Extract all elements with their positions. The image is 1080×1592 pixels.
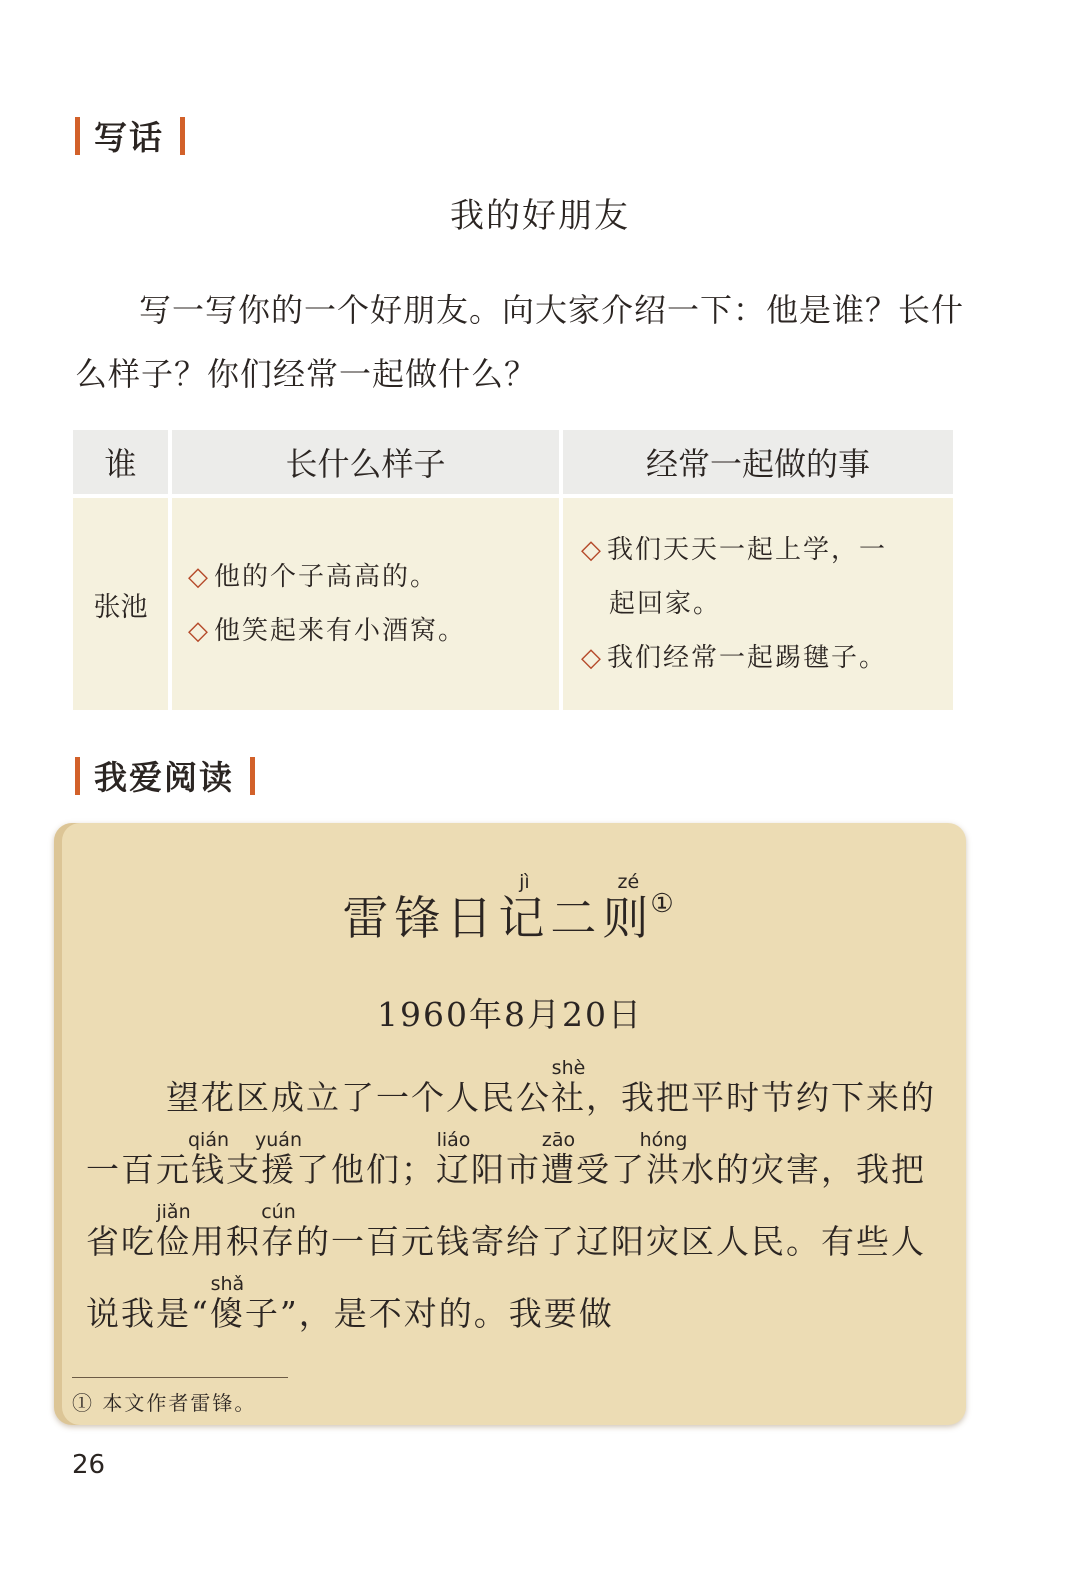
- table-cell-looks: [172, 498, 559, 710]
- ruby-char: 钱qián: [187, 1129, 230, 1189]
- section-header-reading: [75, 752, 255, 799]
- table-cell-name: [73, 498, 168, 710]
- table-header-activities: 经常一起做的事: [563, 430, 953, 494]
- section-header-writing: [75, 112, 185, 159]
- activity-item-continued: 起回家。: [609, 589, 722, 619]
- header-bar-left: [75, 117, 80, 155]
- diamond-bullet-icon: ◇: [581, 535, 603, 565]
- section-header-label: 我爱阅读: [94, 758, 234, 797]
- ruby-char: 社shè: [551, 1057, 586, 1117]
- reading-date: 1960年8月20日: [377, 995, 643, 1034]
- ruby-char: 遭zāo: [541, 1129, 576, 1189]
- footnote-divider: [72, 1377, 288, 1378]
- footnote-marker: ①: [650, 889, 674, 919]
- diamond-bullet-icon: ◇: [188, 562, 210, 592]
- ruby-char: 辽liáo: [436, 1129, 471, 1189]
- table-header-who: 谁: [73, 430, 168, 494]
- reading-paragraph: 望花区成立了一个人民公社shè，我把平时节约下来的一百元钱qián支援yuán了他们；辽liáo阳市遭zāo受了洪hóng水的灾害，我把省吃俭jiǎn用积存cún的一百元钱寄给了辽阳灾区人民。有些人说我是“傻shǎ子”，是不对的。我要做: [86, 1057, 936, 1333]
- ruby-char: 记jì: [498, 871, 551, 945]
- header-bar-right: [250, 757, 255, 795]
- table-header-looks: 长什么样子: [172, 430, 559, 494]
- ruby-char: 傻shǎ: [209, 1273, 245, 1333]
- friend-name: 张池: [93, 591, 148, 623]
- table-cell-activities: [563, 498, 953, 710]
- friend-table: [73, 430, 953, 710]
- looks-item: ◇ 他的个子高高的。: [188, 562, 439, 592]
- diamond-bullet-icon: ◇: [581, 643, 603, 673]
- activity-item: ◇ 我们天天一起上学，一: [581, 535, 888, 565]
- header-bar-left: [75, 757, 80, 795]
- ruby-char: 洪hóng: [639, 1129, 688, 1189]
- ruby-char: 俭jiǎn: [156, 1201, 191, 1261]
- header-bar-right: [180, 117, 185, 155]
- reading-title-wrap: [54, 873, 966, 948]
- footnote-text: ① 本文作者雷锋。: [72, 1391, 257, 1415]
- looks-item: ◇ 他笑起来有小酒窝。: [188, 616, 467, 646]
- ruby-char: 则zé: [602, 871, 655, 945]
- activity-item: ◇ 我们经常一起踢毽子。: [581, 643, 888, 673]
- reading-body: [86, 1059, 936, 1350]
- diamond-bullet-icon: ◇: [188, 616, 210, 646]
- reading-card: [54, 823, 966, 1425]
- page-number: 26: [72, 1450, 106, 1480]
- writing-prompt: 写一写你的一个好朋友。向大家介绍一下：他是谁？长什么样子？你们经常一起做什么？: [75, 291, 965, 393]
- section-header-label: 写话: [94, 118, 164, 157]
- reading-title: 雷锋日记jì二则zé: [342, 871, 655, 945]
- writing-title: 我的好朋友: [450, 196, 630, 236]
- ruby-char: 援yuán: [255, 1129, 302, 1189]
- ruby-char: 存cún: [261, 1201, 296, 1261]
